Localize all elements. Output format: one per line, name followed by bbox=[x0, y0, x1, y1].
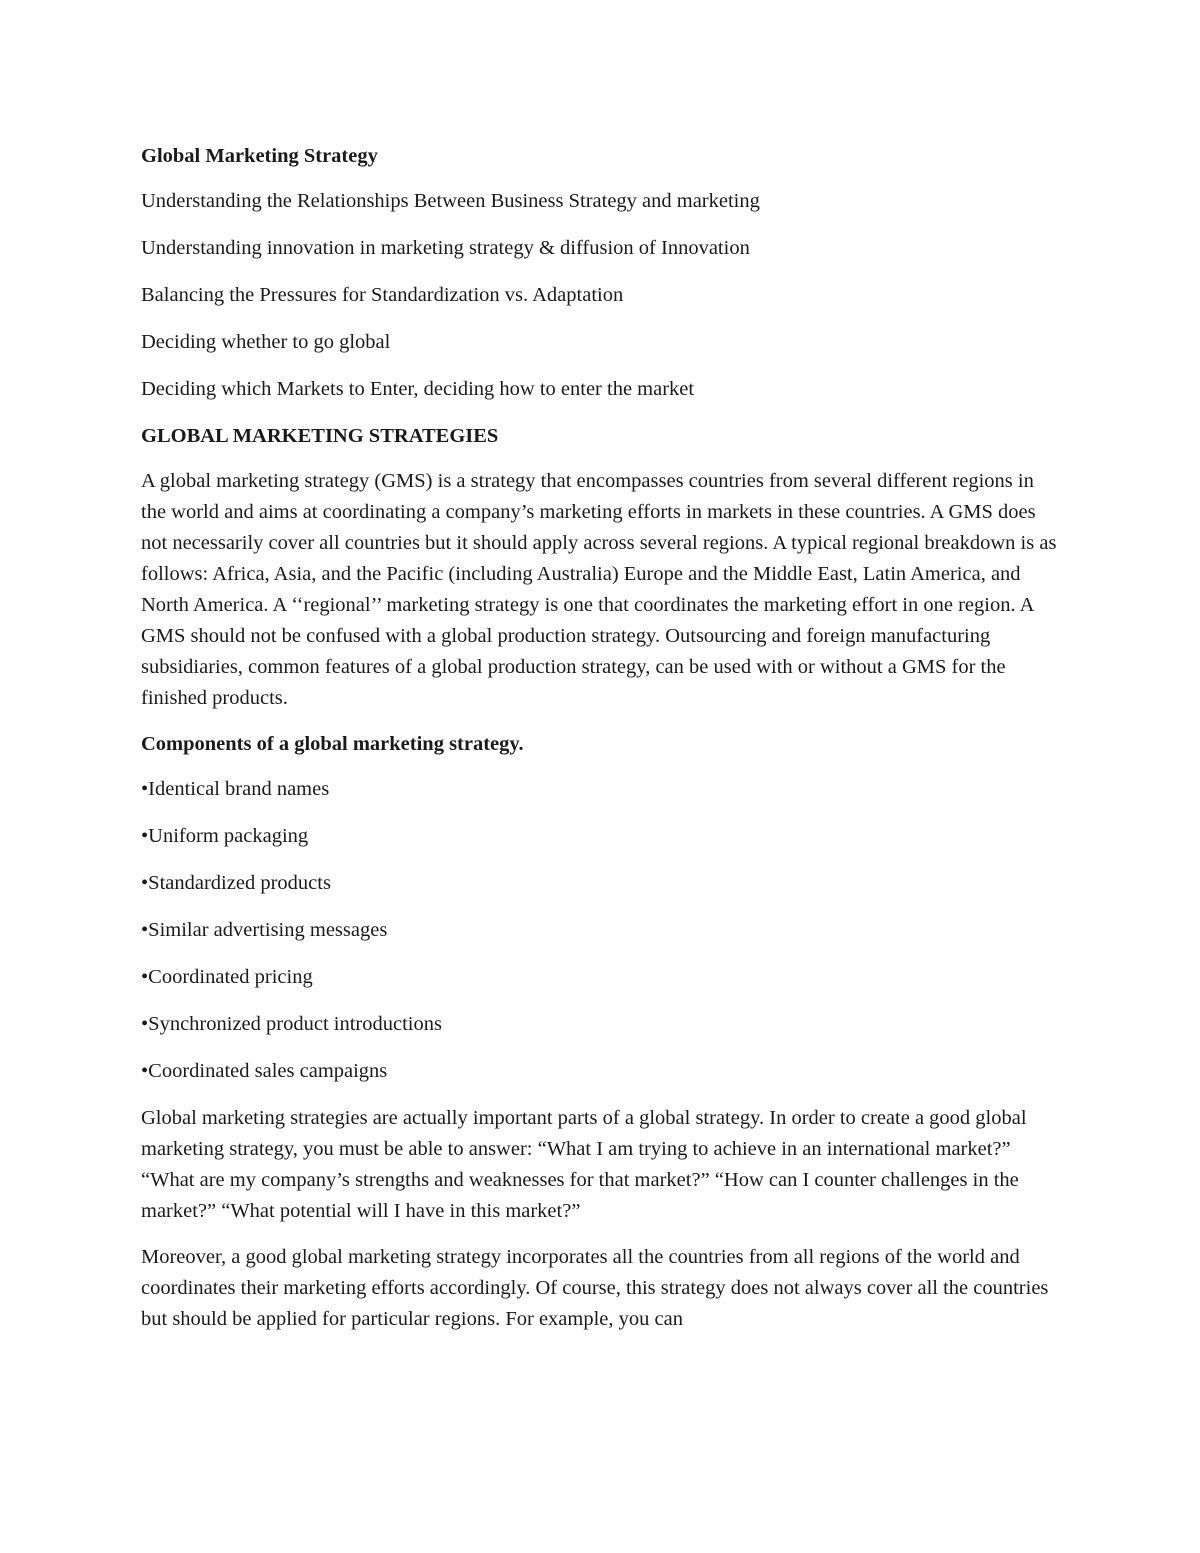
component-item: •Synchronized product introductions bbox=[141, 1013, 442, 1035]
topic-item: Understanding the Relationships Between Business Strategy and marketing bbox=[141, 190, 760, 212]
component-item: •Standardized products bbox=[141, 872, 331, 894]
component-item: •Identical brand names bbox=[141, 778, 330, 800]
components-heading: Components of a global marketing strategy. bbox=[141, 733, 524, 755]
topic-item: Deciding whether to go global bbox=[141, 331, 391, 353]
component-item: •Uniform packaging bbox=[141, 825, 309, 847]
document-body bbox=[141, 141, 1061, 1350]
importance-paragraph: Global marketing strategies are actually important parts of a global strategy. In order to create a good global marketing strategy, you must be able to answer: “What I am trying to achieve in an international market?” “What are my company’s strengths and weaknesses for that market?” “How can I counter challenges in the market?” “What potential will I have in this market?” bbox=[141, 1107, 1027, 1222]
document-title: Global Marketing Strategy bbox=[141, 145, 378, 167]
component-item: •Coordinated pricing bbox=[141, 966, 313, 988]
topic-item: Understanding innovation in marketing strategy & diffusion of Innovation bbox=[141, 237, 750, 259]
topic-item: Deciding which Markets to Enter, deciding how to enter the market bbox=[141, 378, 695, 400]
definition-paragraph: A global marketing strategy (GMS) is a strategy that encompasses countries from several different regions in the world and aims at coordinating a company’s marketing efforts in markets in these countries. A GMS does not necessarily cover all countries but it should apply across several regions. A typical regional breakdown is as follows: Africa, Asia, and the Pacific (including Australia) Europe and the Middle East, Latin America, and North America. A ‘‘regional’’ marketing strategy is one that coordinates the marketing effort in one region. A GMS should not be confused with a global production strategy. Outsourcing and foreign manufacturing subsidiaries, common features of a global production strategy, can be used with or without a GMS for the finished products. bbox=[141, 470, 1057, 709]
moreover-paragraph: Moreover, a good global marketing strategy incorporates all the countries from all regions of the world and coordinates their marketing efforts accordingly. Of course, this strategy does not always cover all the countries but should be applied for particular regions. For example, you can bbox=[141, 1246, 1049, 1330]
component-item: •Similar advertising messages bbox=[141, 919, 388, 941]
component-item: •Coordinated sales campaigns bbox=[141, 1060, 388, 1082]
section-heading: GLOBAL MARKETING STRATEGIES bbox=[141, 425, 499, 447]
topic-item: Balancing the Pressures for Standardization vs. Adaptation bbox=[141, 284, 624, 306]
